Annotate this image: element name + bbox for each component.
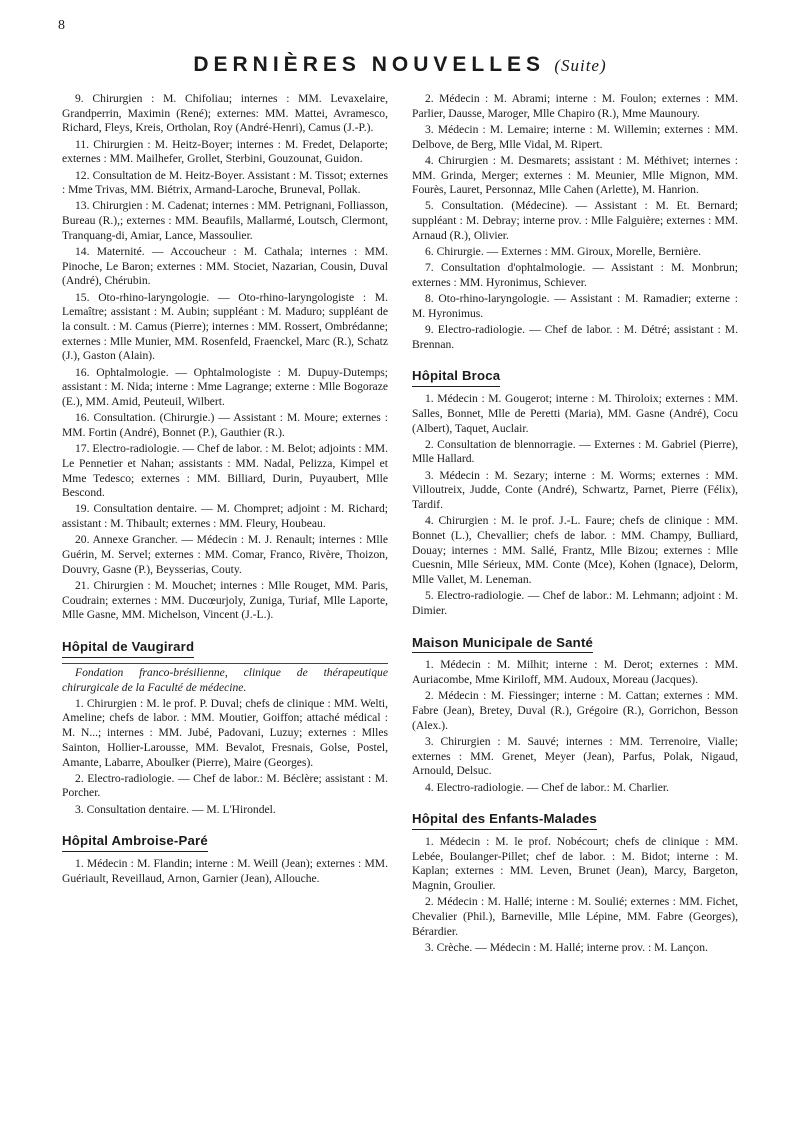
paragraph: 1. Médecin : M. le prof. Nobécourt; chefs de clinique : MM. Lebée, Boulanger-Pillet; chef de labor. : M. Bidot; interne : M. Kaplan; externes : MM. Leven, Brunet (Jean), Marcy, Bargeton, Magnin, Groulier. <box>412 834 738 893</box>
section-vaugirard <box>62 636 388 817</box>
paragraph: 4. Electro-radiologie. — Chef de labor.: M. Charlier. <box>425 780 670 794</box>
page-number: 8 <box>58 18 65 33</box>
paragraph: 7. Consultation d'ophtalmologie. — Assistant : M. Monbrun; externes : MM. Hyronimus, Schiever. <box>412 261 738 289</box>
paragraph: 3. Chirurgien : M. Sauvé; internes : MM. Terrenoire, Vialle; externes : MM. Grenet, Meyer (Jean), Parfus, Polak, Nigaud, Arnould, Delsuc. <box>412 734 738 778</box>
section-note: Fondation franco-brésilienne, clinique de thérapeutique chirurgicale de la Faculté de médecine. <box>62 663 388 695</box>
paragraph: 21. Chirurgien : M. Mouchet; internes : Mlle Rouget, MM. Paris, Coudrain; externes : MM. Ducœurjoly, Zuniga, Turiaf, Mlle Laporte, Mlle Gasne, MM. Michelson, Vincent (J.-L.). <box>62 579 388 622</box>
paragraph: 5. Electro-radiologie. — Chef de labor.: M. Lehmann; adjoint : M. Dimier. <box>412 589 738 617</box>
right-column <box>412 92 738 957</box>
paragraph: 2. Médecin : M. Fiessinger; interne : M. Cattan; externes : MM. Fabre (Jean), Bretey, Duval (R.), Grégoire (R.), Gorrichon, Besson (Alex.). <box>412 689 738 732</box>
section-maison-sante <box>412 632 738 796</box>
paragraph: 12. Consultation de M. Heitz-Boyer. Assistant : M. Tissot; externes : Mme Trivas, MM. Biétrix, Armand-Laroche, Bruneval, Pollak. <box>62 168 388 197</box>
paragraph: 11. Chirurgien : M. Heitz-Boyer; internes : M. Fredet, Delaporte; externes : MM. Mailhefer, Grollet, Sterbini, Gouzounat, Guidon. <box>62 137 388 166</box>
paragraph: 3. Consultation dentaire. — M. L'Hirondel. <box>75 802 276 816</box>
paragraph: 14. Maternité. — Accoucheur : M. Cathala; internes : MM. Pinoche, Le Baron; externes : MM. Stociet, Nazarian, Cousin, Duval (André), Chérubin. <box>62 245 388 288</box>
paragraph: 1. Chirurgien : M. le prof. P. Duval; chefs de clinique : MM. Welti, Ameline; chefs de labor. : MM. Moutier, Goiffon; attaché médical : M. N...; internes : MM. Jubé, Padovani, Luzuy; externes : Mlles Sainton, Hollier-Larousse, MM. Bevalot, Fresnais, Golse, Postel, Amante, Labarre, Aboulker (Pierre), Maire (Georges). <box>62 696 388 769</box>
paragraph: 9. Electro-radiologie. — Chef de labor. : M. Détré; assistant : M. Brennan. <box>412 323 738 351</box>
paragraph: 3. Médecin : M. Sezary; interne : M. Worms; externes : MM. Villoutreix, Judde, Conte (André), Schwartz, Parnet, Pierre (Félix), Tardif. <box>412 468 738 512</box>
paragraph: 16. Consultation. (Chirurgie.) — Assistant : M. Moure; externes : MM. Fortin (André), Bonnet (P.), Gauthier (R.). <box>62 411 388 439</box>
paragraph: 2. Electro-radiologie. — Chef de labor.: M. Béclère; assistant : M. Porcher. <box>62 771 388 800</box>
paragraph: 13. Chirurgien : M. Cadenat; internes : MM. Petrignani, Folliasson, Bureau (R.),; externes : MM. Beaufils, Mallarmé, Loutsch, Clermont, Tranquang-di, Amiar, Lance, Massoulier. <box>62 199 388 242</box>
paragraph: 3. Médecin : M. Lemaire; interne : M. Willemin; externes : MM. Delbove, de Berg, Mlle Vidal, M. Ripert. <box>412 122 738 151</box>
paragraph: 19. Consultation dentaire. — M. Chompret; adjoint : M. Richard; assistant : M. Thibault; externes : MM. Fleury, Houbeau. <box>62 502 388 531</box>
paragraph: 2. Consultation de blennorragie. — Externes : M. Gabriel (Pierre), Mlle Hallard. <box>412 437 738 466</box>
paragraph: 16. Ophtalmologie. — Ophtalmologiste : M. Dupuy-Dutemps; assistant : M. Nida; interne : Mme Lagrange; externe : Mlle Bogoraze (E.), MM. Amid, Peuteuil, Wilbert. <box>62 365 388 409</box>
paragraph: 20. Annexe Grancher. — Médecin : M. J. Renault; internes : Mlle Guérin, M. Servel; externes : MM. Comar, Franco, Rivère, Thoizon, Douvry, Gasne (P.), Beysserias, Couty. <box>62 533 388 576</box>
page-title <box>0 52 800 77</box>
paragraph: 6. Chirurgie. — Externes : MM. Giroux, Morelle, Bernière. <box>425 245 702 259</box>
section-ambroise-pare <box>62 830 388 886</box>
section-title: Maison Municipale de Santé <box>412 636 593 654</box>
section-enfants-malades <box>412 808 738 955</box>
paragraph: 17. Electro-radiologie. — Chef de labor. : M. Belot; adjoints : MM. Le Pennetier et Nahan; assistants : MM. Nadal, Pelizza, Kimpel et Mme Tedesco; externes : MM. Billiard, Durin, Puyaubert, Mlle Bescond. <box>62 442 388 500</box>
paragraph: 5. Consultation. (Médecine). — Assistant : M. Et. Bernard; suppléant : M. Debray; interne prov. : Mlle Falguière; externes : MM. Arnaud (R.), Olivier. <box>412 199 738 242</box>
paragraph: 15. Oto-rhino-laryngologie. — Oto-rhino-laryngologiste : M. Lemaître; assistant : M. Aubin; suppléant : M. Maduro; suppléant de la consult. : M. Camus (Pierre); internes : MM. Rossert, Ombrédanne; externes : Mlle Munier, MM. Rosenfeld, Fraenckel, Marc (R.), Schatz (J.), Gaston (Alain). <box>62 290 388 363</box>
paragraph: 1. Médecin : M. Flandin; interne : M. Weill (Jean); externes : MM. Guériault, Reveillaud, Arnon, Garnier (Jean), Allouche. <box>62 857 388 885</box>
left-column <box>62 92 388 888</box>
section-title: Hôpital des Enfants-Malades <box>412 812 597 830</box>
paragraph: 2. Médecin : M. Hallé; interne : M. Soulié; externes : MM. Fichet, Chevalier (Phil.), Barneville, Mlle Lépine, MM. Fabre (Georges), Bérardier. <box>412 895 738 938</box>
section-title: Hôpital Broca <box>412 369 500 387</box>
title-text: DERNIÈRES NOUVELLES <box>193 53 546 76</box>
paragraph: 3. Crèche. — Médecin : M. Hallé; interne prov. : M. Lançon. <box>425 940 708 954</box>
section-broca <box>412 365 738 618</box>
section-title: Hôpital de Vaugirard <box>62 640 194 658</box>
title-suite: (Suite) <box>554 56 607 75</box>
paragraph: 4. Chirurgien : M. le prof. J.-L. Faure; chefs de clinique : MM. Bonnet (L.), Chevallier; chefs de labor. : MM. Champy, Bulliard, Douay; internes : MM. Sallé, Frantz, Mlle Bizou; externes : Mlle Cuesnin, Mlle Sérieux, MM. Conte (Mce), Kohen (Ignace), Delorm, Mlle Vallet, M. Leneman. <box>412 514 738 587</box>
paragraph: 1. Médecin : M. Milhit; interne : M. Derot; externes : MM. Auriacombe, Mme Kiriloff, MM. Audoux, Moreau (Jacques). <box>412 658 738 687</box>
paragraph: 4. Chirurgien : M. Desmarets; assistant : M. Méthivet; internes : MM. Grinda, Merger; externes : M. Meunier, Mlle Mignon, MM. Fourès, Lauret, Personnaz, Mlle Cahen (Arlette), M. Hanrion. <box>412 153 738 197</box>
paragraph: 1. Médecin : M. Gougerot; interne : M. Thiroloix; externes : MM. Salles, Bonnet, Mlle de Peretti (Maria), MM. Gasne (André), Cocu (Albert), Taquet, Auclair. <box>412 392 738 435</box>
paragraph: 2. Médecin : M. Abrami; interne : M. Foulon; externes : MM. Parlier, Dausse, Maroger, Mlle Chapiro (R.), Mme Maunoury. <box>412 92 738 120</box>
section-title: Hôpital Ambroise-Paré <box>62 834 208 852</box>
paragraph: 9. Chirurgien : M. Chifoliau; internes : MM. Levaxelaire, Grandperrin, Maximin (René); externes: MM. Mattei, Avramesco, Richard, Fleys, Kreis, Ortholan, Roy (André-Henri), Camus (J.-P.). <box>62 92 388 135</box>
paragraph: 8. Oto-rhino-laryngologie. — Assistant : M. Ramadier; externe : M. Hyronimus. <box>412 292 738 320</box>
